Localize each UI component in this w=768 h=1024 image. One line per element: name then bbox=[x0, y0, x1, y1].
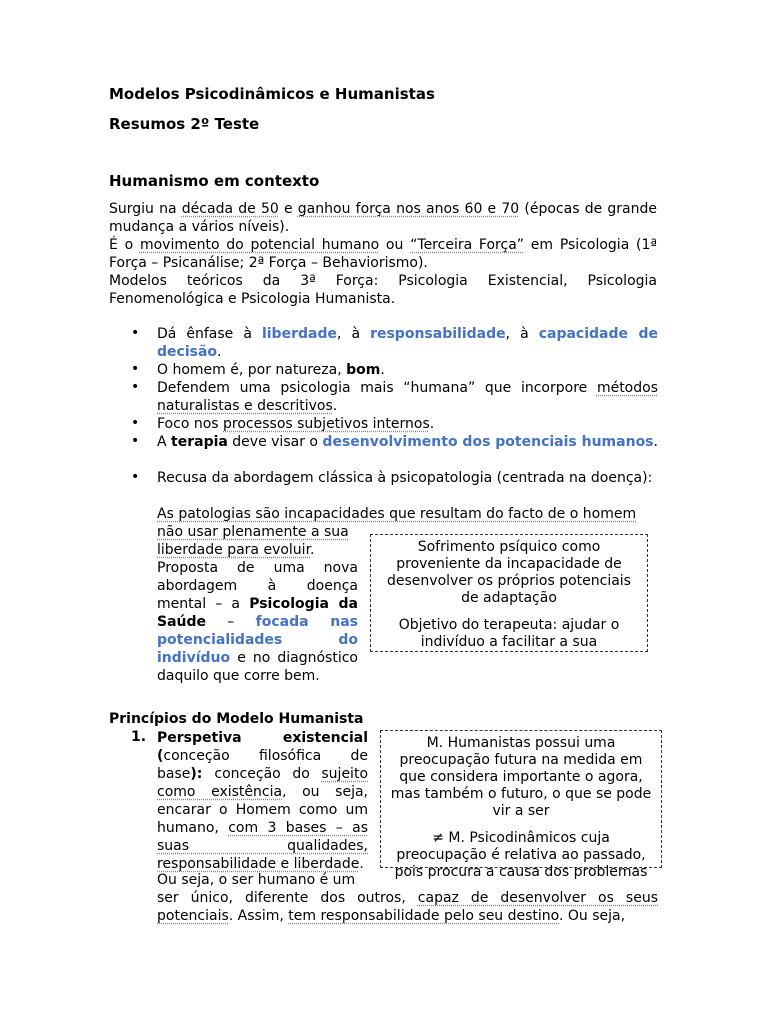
bullet-glyph: • bbox=[131, 415, 140, 431]
bullet-glyph: • bbox=[131, 325, 140, 341]
text: – bbox=[206, 614, 256, 630]
bullet-item bbox=[157, 433, 658, 451]
text: . bbox=[332, 398, 338, 414]
text: . bbox=[217, 344, 222, 360]
text: e bbox=[278, 201, 298, 217]
text: , à bbox=[505, 326, 539, 342]
pathology-line bbox=[157, 541, 367, 559]
text: conceção filosófica de base bbox=[157, 748, 368, 782]
text: processos subjetivos internos bbox=[223, 416, 430, 432]
text: ser único, diferente dos outros, bbox=[157, 890, 418, 906]
text: . bbox=[429, 416, 435, 432]
text: conceção do bbox=[214, 766, 322, 782]
bullet-glyph: • bbox=[131, 361, 140, 377]
text: A bbox=[157, 434, 172, 450]
text: ): bbox=[190, 766, 215, 782]
text: . bbox=[310, 542, 315, 558]
text: . bbox=[359, 856, 364, 872]
text: métodos naturalistas e descritivos bbox=[157, 380, 658, 414]
bullet-glyph: • bbox=[131, 433, 140, 449]
text: em Psicologia (1ª Força – Psicanálise; 2ª Força – Behaviorismo). bbox=[109, 237, 658, 271]
text: sujeito como existência bbox=[157, 766, 369, 800]
list-number: 1. bbox=[131, 729, 147, 745]
text: terapia bbox=[171, 434, 228, 450]
text: Proposta de uma nova abordagem à doença mental – a bbox=[157, 560, 358, 612]
text: . bbox=[380, 362, 385, 378]
text: ganhou força nos anos 60 e 70 bbox=[297, 201, 520, 217]
note-text: Objetivo do terapeuta: ajudar o indivíduo a facilitar a sua bbox=[398, 617, 620, 650]
pathology-line bbox=[157, 505, 658, 523]
text: capaz de desenvolver os seus potenciais bbox=[157, 890, 658, 924]
bullet-item bbox=[157, 325, 658, 361]
text: com 3 bases – as suas qualidades, responsabilidade e liberdade bbox=[157, 820, 368, 872]
text: Surgiu na bbox=[109, 201, 182, 217]
health-psychology-text bbox=[157, 559, 358, 685]
principle-existential bbox=[157, 729, 368, 873]
paragraph-models: Modelos teóricos da 3ª Força: Psicologia Existencial, Psicologia Fenomenológica e Psicologia Humanista. bbox=[109, 273, 657, 307]
paragraph-origin bbox=[109, 200, 657, 236]
text: Psicologia da Saúde bbox=[157, 596, 359, 630]
bullet-item bbox=[157, 415, 658, 433]
document-title: Modelos Psicodinâmicos e Humanistas bbox=[109, 85, 435, 103]
text: desenvolvimento dos potenciais humanos bbox=[322, 434, 654, 450]
section-heading-principles: Princípios do Modelo Humanista bbox=[109, 711, 364, 727]
text: Perspetiva existencial bbox=[157, 730, 368, 746]
text: . bbox=[653, 434, 658, 450]
text: e no diagnóstico daquilo que corre bem. bbox=[157, 650, 358, 684]
bullet-item bbox=[157, 361, 658, 379]
pathology-line bbox=[157, 523, 367, 541]
note-box-suffering bbox=[370, 534, 648, 652]
text: focada nas potencialidades do indivíduo bbox=[157, 614, 358, 666]
text: Foco nos bbox=[157, 416, 224, 432]
text: década de 50 bbox=[181, 201, 279, 217]
text: ( bbox=[157, 748, 164, 764]
text: . Ou seja, bbox=[559, 908, 626, 924]
document-subtitle: Resumos 2º Teste bbox=[109, 115, 260, 133]
text: . Assim, bbox=[228, 908, 289, 924]
text: capacidade de decisão bbox=[157, 326, 658, 360]
note-box-humanist-vs-psychodynamic bbox=[380, 730, 662, 880]
text: bom bbox=[346, 362, 381, 378]
text: deve visar o bbox=[227, 434, 323, 450]
note-text: ≠ M. Psicodinâmicos cuja preocupação é relativa ao passado, pois procura a causa dos problemas bbox=[394, 830, 648, 880]
section-heading-humanismo: Humanismo em contexto bbox=[109, 172, 320, 190]
text: liberdade para evoluir bbox=[157, 542, 311, 558]
text: , ou seja, encarar o Homem como um humano, bbox=[157, 784, 368, 836]
text: As patologias são incapacidades que resultam do facto de o homem bbox=[157, 506, 637, 522]
text: tem responsabilidade pelo seu destino bbox=[288, 908, 559, 924]
text: Dá ênfase à bbox=[157, 326, 262, 342]
text: liberdade bbox=[261, 326, 337, 342]
text: não usar plenamente a sua bbox=[157, 524, 349, 540]
bullet-item bbox=[157, 379, 658, 415]
paragraph-third-force bbox=[109, 236, 657, 272]
text: movimento do potencial humano bbox=[139, 237, 380, 253]
principle-continuation bbox=[157, 889, 658, 925]
principle-line: Ou seja, o ser humano é um bbox=[157, 872, 356, 888]
text: Defendem uma psicologia mais “humana” que incorpore bbox=[157, 380, 597, 396]
note-text: M. Humanistas possui uma preocupação futura na medida em que considera importante o agora, mas também o futuro, o que se pode vir a ser bbox=[390, 735, 652, 819]
text: “Terceira Força” bbox=[410, 237, 525, 253]
text: , à bbox=[336, 326, 371, 342]
bullet-glyph: • bbox=[131, 469, 140, 485]
text: O homem é, por natureza, bbox=[157, 362, 347, 378]
text: ou bbox=[379, 237, 411, 253]
bullet-item: Recusa da abordagem clássica à psicopatologia (centrada na doença): bbox=[157, 470, 653, 486]
text: (épocas de grande mudança a vários níveis). bbox=[109, 201, 657, 235]
text: responsabilidade bbox=[370, 326, 506, 342]
bullet-glyph: • bbox=[131, 379, 140, 395]
note-text: Sofrimento psíquico como proveniente da incapacidade de desenvolver os próprios potenciais de adaptação bbox=[387, 539, 631, 606]
text: É o bbox=[109, 237, 140, 253]
